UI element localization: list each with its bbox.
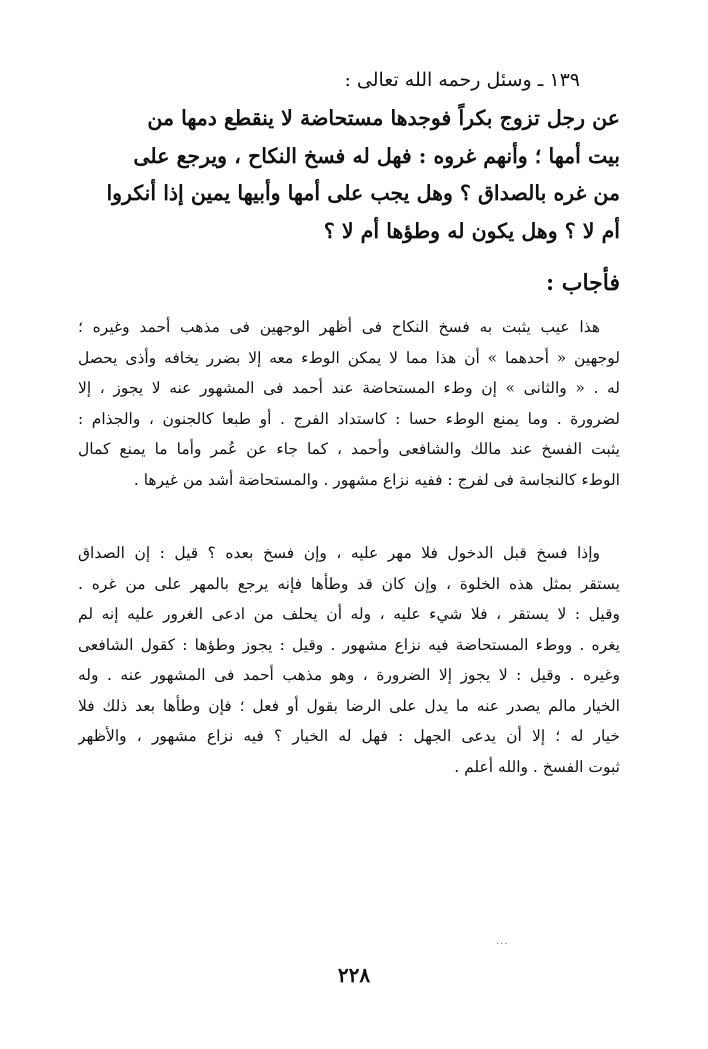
question-line: من غره بالصداق ؟ وهل يجب على أمها وأبيها يمين إذا أنكروا <box>106 181 620 205</box>
text-line: لضرورة . وما يمنع الوطء حسا : كاستداد الفرج . أو طبعا كالجنون ، والجذام : <box>78 409 620 428</box>
text-line: خيار له ؛ إلا أن يدعى الجهل : فهل له الخيار ؟ فيه نزاع مشهور ، والأظهر <box>78 727 620 745</box>
text-line: ثبوت الفسخ . والله أعلم . <box>454 757 620 776</box>
text-line: يستقر بمثل هذه الخلوة ، وإن كان قد وطأها فإنه يرجع بالمهر على من غره . <box>78 574 620 593</box>
answer-paragraph-2 <box>78 538 620 782</box>
stray-dots-mark: ... <box>496 936 509 947</box>
answer-heading: فأجاب : <box>545 270 620 296</box>
text-line: هذا عيب يثبت به فسخ النكاح فى أظهر الوجهين فى مذهب أحمد وغيره ؛ <box>78 318 600 336</box>
text-line: الوطء كالنجاسة فى لفرج : ففيه نزاع مشهور . والمستحاضة أشد من غيرها . <box>133 470 620 489</box>
text-line: وإذا فسخ قبل الدخول فلا مهر عليه ، وإن فسخ بعده ؟ قيل : إن الصداق <box>78 544 600 562</box>
question-block <box>70 62 620 250</box>
question-header: ١٣٩ ـ وسئل رحمه الله تعالى : <box>344 69 580 91</box>
text-line: له . « والثانى » إن وطء المستحاضة عند أحمد فى المشهور عنه لا يجوز ، إلا <box>78 379 620 397</box>
question-line: أم لا ؟ وهل يكون له وطؤها أم لا ؟ <box>323 218 620 243</box>
text-line: وغيره . وقيل : لا يجوز إلا الضرورة ، وهو مذهب أحمد فى المشهور عنه . وله <box>78 666 620 684</box>
page-number: ٢٢٨ <box>337 963 371 987</box>
text-line: لوجهين « أحدهما » أن هذا مما لا يمكن الوطء معه إلا بضرر يخافه وأذى يحصل <box>78 348 620 367</box>
question-line: بيت أمها ؛ وأنهم غروه : فهل له فسخ النكاح ، ويرجع على <box>133 143 620 168</box>
question-line: عن رجل تزوج بكراً فوجدها مستحاضة لا ينقطع دمها من <box>147 106 620 130</box>
text-line: وقيل : لا يستقر ، فلا شيء عليه ، وله أن يحلف من ادعى الغرور عليه إنه لم <box>78 605 620 623</box>
text-line: الخيار مالم يصدر عنه ما يدل على الرضا بقول أو فعل ؛ فإن وطأها بعد ذلك فلا <box>78 696 620 715</box>
text-line: يثبت الفسخ عند مالك والشافعى وأحمد ، كما جاء عن عُمر وأما ما يمنع كمال <box>78 440 620 458</box>
text-line: يغره . ووطء المستحاضة فيه نزاع مشهور . وقيل : يجوز وطؤها : كقول الشافعى <box>78 635 620 654</box>
answer-paragraph-1 <box>78 312 620 495</box>
